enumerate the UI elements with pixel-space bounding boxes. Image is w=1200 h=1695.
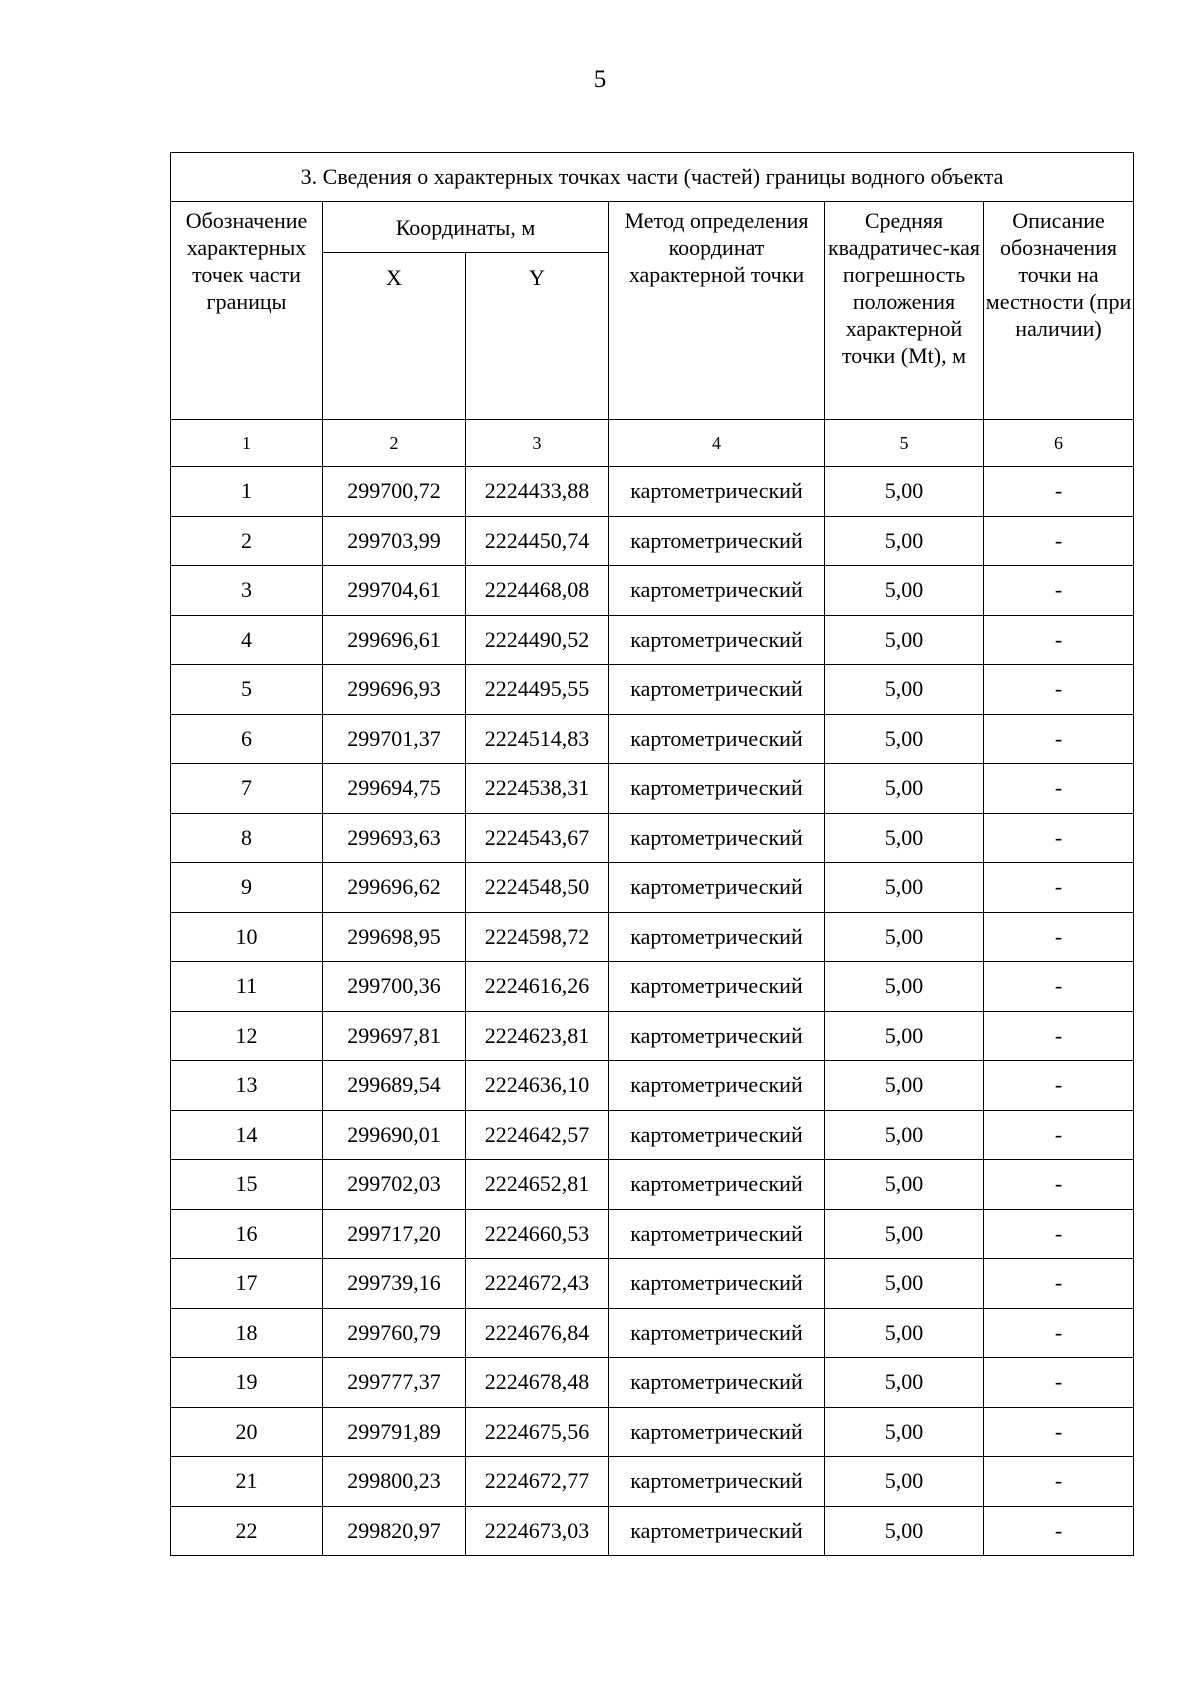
point-number-cell: 10 [171,912,323,962]
table-row [171,863,1134,913]
point-number-cell: 1 [171,467,323,517]
y-coordinate-cell: 2224672,77 [466,1457,609,1507]
x-coordinate-cell: 299704,61 [323,566,466,616]
method-cell: картометрический [609,714,825,764]
table-row [171,1011,1134,1061]
point-number-cell: 15 [171,1160,323,1210]
table-row [171,714,1134,764]
y-coordinate-cell: 2224660,53 [466,1209,609,1259]
error-cell: 5,00 [825,1506,984,1556]
description-cell: - [984,1110,1134,1160]
table-header [171,153,1134,467]
point-number-cell: 21 [171,1457,323,1507]
table-row [171,1308,1134,1358]
y-coordinate-cell: 2224468,08 [466,566,609,616]
description-cell: - [984,467,1134,517]
point-number-cell: 11 [171,962,323,1012]
method-cell: картометрический [609,863,825,913]
table-row [171,1259,1134,1309]
header-method: Метод определения координат характерной точки [609,202,825,420]
x-coordinate-cell: 299700,72 [323,467,466,517]
point-number-cell: 7 [171,764,323,814]
description-cell: - [984,813,1134,863]
y-coordinate-cell: 2224450,74 [466,516,609,566]
method-cell: картометрический [609,1110,825,1160]
x-coordinate-cell: 299689,54 [323,1061,466,1111]
table-title: 3. Сведения о характерных точках части (частей) границы водного объекта [171,153,1134,202]
method-cell: картометрический [609,1061,825,1111]
table-row [171,1457,1134,1507]
description-cell: - [984,1061,1134,1111]
table-row [171,665,1134,715]
description-cell: - [984,912,1134,962]
header-y: Y [466,253,609,420]
x-coordinate-cell: 299739,16 [323,1259,466,1309]
method-cell: картометрический [609,813,825,863]
column-number: 5 [825,420,984,467]
description-cell: - [984,1259,1134,1309]
method-cell: картометрический [609,912,825,962]
description-cell: - [984,1160,1134,1210]
description-cell: - [984,764,1134,814]
y-coordinate-cell: 2224642,57 [466,1110,609,1160]
error-cell: 5,00 [825,1407,984,1457]
y-coordinate-cell: 2224616,26 [466,962,609,1012]
error-cell: 5,00 [825,1308,984,1358]
table-row [171,813,1134,863]
y-coordinate-cell: 2224514,83 [466,714,609,764]
x-coordinate-cell: 299696,93 [323,665,466,715]
method-cell: картометрический [609,1407,825,1457]
method-cell: картометрический [609,1259,825,1309]
description-cell: - [984,566,1134,616]
y-coordinate-cell: 2224673,03 [466,1506,609,1556]
y-coordinate-cell: 2224490,52 [466,615,609,665]
x-coordinate-cell: 299696,62 [323,863,466,913]
table-row [171,615,1134,665]
table-row [171,1358,1134,1408]
description-cell: - [984,615,1134,665]
x-coordinate-cell: 299703,99 [323,516,466,566]
y-coordinate-cell: 2224623,81 [466,1011,609,1061]
table-row [171,1407,1134,1457]
error-cell: 5,00 [825,912,984,962]
point-number-cell: 22 [171,1506,323,1556]
table-row [171,1110,1134,1160]
method-cell: картометрический [609,1160,825,1210]
error-cell: 5,00 [825,863,984,913]
point-number-cell: 4 [171,615,323,665]
point-number-cell: 8 [171,813,323,863]
description-cell: - [984,1011,1134,1061]
point-number-cell: 2 [171,516,323,566]
method-cell: картометрический [609,962,825,1012]
error-cell: 5,00 [825,566,984,616]
column-number: 6 [984,420,1134,467]
table-row [171,912,1134,962]
point-number-cell: 5 [171,665,323,715]
header-error: Средняя квадратичес-кая погрешность положения характерной точки (Mt), м [825,202,984,420]
point-number-cell: 12 [171,1011,323,1061]
x-coordinate-cell: 299693,63 [323,813,466,863]
method-cell: картометрический [609,1358,825,1408]
header-designation: Обозначение характерных точек части границы [171,202,323,420]
y-coordinate-cell: 2224676,84 [466,1308,609,1358]
method-cell: картометрический [609,516,825,566]
table-row [171,764,1134,814]
x-coordinate-cell: 299702,03 [323,1160,466,1210]
method-cell: картометрический [609,1506,825,1556]
method-cell: картометрический [609,764,825,814]
page-number: 5 [593,66,607,93]
table-row [171,467,1134,517]
table-row [171,1506,1134,1556]
y-coordinate-cell: 2224672,43 [466,1259,609,1309]
x-coordinate-cell: 299791,89 [323,1407,466,1457]
point-number-cell: 17 [171,1259,323,1309]
table-row [171,1061,1134,1111]
x-coordinate-cell: 299696,61 [323,615,466,665]
error-cell: 5,00 [825,1457,984,1507]
y-coordinate-cell: 2224543,67 [466,813,609,863]
column-number: 1 [171,420,323,467]
y-coordinate-cell: 2224598,72 [466,912,609,962]
error-cell: 5,00 [825,714,984,764]
header-x: X [323,253,466,420]
error-cell: 5,00 [825,516,984,566]
x-coordinate-cell: 299690,01 [323,1110,466,1160]
y-coordinate-cell: 2224636,10 [466,1061,609,1111]
error-cell: 5,00 [825,1209,984,1259]
method-cell: картометрический [609,467,825,517]
point-number-cell: 18 [171,1308,323,1358]
error-cell: 5,00 [825,615,984,665]
description-cell: - [984,714,1134,764]
point-number-cell: 6 [171,714,323,764]
error-cell: 5,00 [825,665,984,715]
y-coordinate-cell: 2224675,56 [466,1407,609,1457]
description-cell: - [984,863,1134,913]
y-coordinate-cell: 2224678,48 [466,1358,609,1408]
characteristic-points-table [170,152,1134,1556]
y-coordinate-cell: 2224495,55 [466,665,609,715]
table-row [171,1209,1134,1259]
header-coordinates: Координаты, м [323,202,609,253]
point-number-cell: 9 [171,863,323,913]
error-cell: 5,00 [825,1110,984,1160]
table-row [171,962,1134,1012]
point-number-cell: 13 [171,1061,323,1111]
description-cell: - [984,962,1134,1012]
column-numbers-row [171,420,1134,467]
error-cell: 5,00 [825,1011,984,1061]
point-number-cell: 19 [171,1358,323,1408]
x-coordinate-cell: 299760,79 [323,1308,466,1358]
error-cell: 5,00 [825,1160,984,1210]
description-cell: - [984,1457,1134,1507]
x-coordinate-cell: 299800,23 [323,1457,466,1507]
method-cell: картометрический [609,1457,825,1507]
table-row [171,1160,1134,1210]
error-cell: 5,00 [825,764,984,814]
point-number-cell: 16 [171,1209,323,1259]
x-coordinate-cell: 299697,81 [323,1011,466,1061]
error-cell: 5,00 [825,1358,984,1408]
y-coordinate-cell: 2224548,50 [466,863,609,913]
method-cell: картометрический [609,566,825,616]
table-body [171,467,1134,1556]
x-coordinate-cell: 299698,95 [323,912,466,962]
column-number: 3 [466,420,609,467]
x-coordinate-cell: 299717,20 [323,1209,466,1259]
method-cell: картометрический [609,615,825,665]
error-cell: 5,00 [825,962,984,1012]
method-cell: картометрический [609,1209,825,1259]
x-coordinate-cell: 299777,37 [323,1358,466,1408]
x-coordinate-cell: 299694,75 [323,764,466,814]
description-cell: - [984,1308,1134,1358]
description-cell: - [984,1506,1134,1556]
description-cell: - [984,1358,1134,1408]
column-number: 4 [609,420,825,467]
description-cell: - [984,516,1134,566]
table-row [171,516,1134,566]
point-number-cell: 14 [171,1110,323,1160]
y-coordinate-cell: 2224652,81 [466,1160,609,1210]
method-cell: картометрический [609,665,825,715]
column-number: 2 [323,420,466,467]
x-coordinate-cell: 299820,97 [323,1506,466,1556]
method-cell: картометрический [609,1011,825,1061]
point-number-cell: 3 [171,566,323,616]
x-coordinate-cell: 299701,37 [323,714,466,764]
description-cell: - [984,1209,1134,1259]
error-cell: 5,00 [825,813,984,863]
description-cell: - [984,665,1134,715]
y-coordinate-cell: 2224433,88 [466,467,609,517]
y-coordinate-cell: 2224538,31 [466,764,609,814]
error-cell: 5,00 [825,467,984,517]
error-cell: 5,00 [825,1259,984,1309]
point-number-cell: 20 [171,1407,323,1457]
x-coordinate-cell: 299700,36 [323,962,466,1012]
header-description: Описание обозначения точки на местности (при наличии) [984,202,1134,420]
method-cell: картометрический [609,1308,825,1358]
table-row [171,566,1134,616]
description-cell: - [984,1407,1134,1457]
error-cell: 5,00 [825,1061,984,1111]
